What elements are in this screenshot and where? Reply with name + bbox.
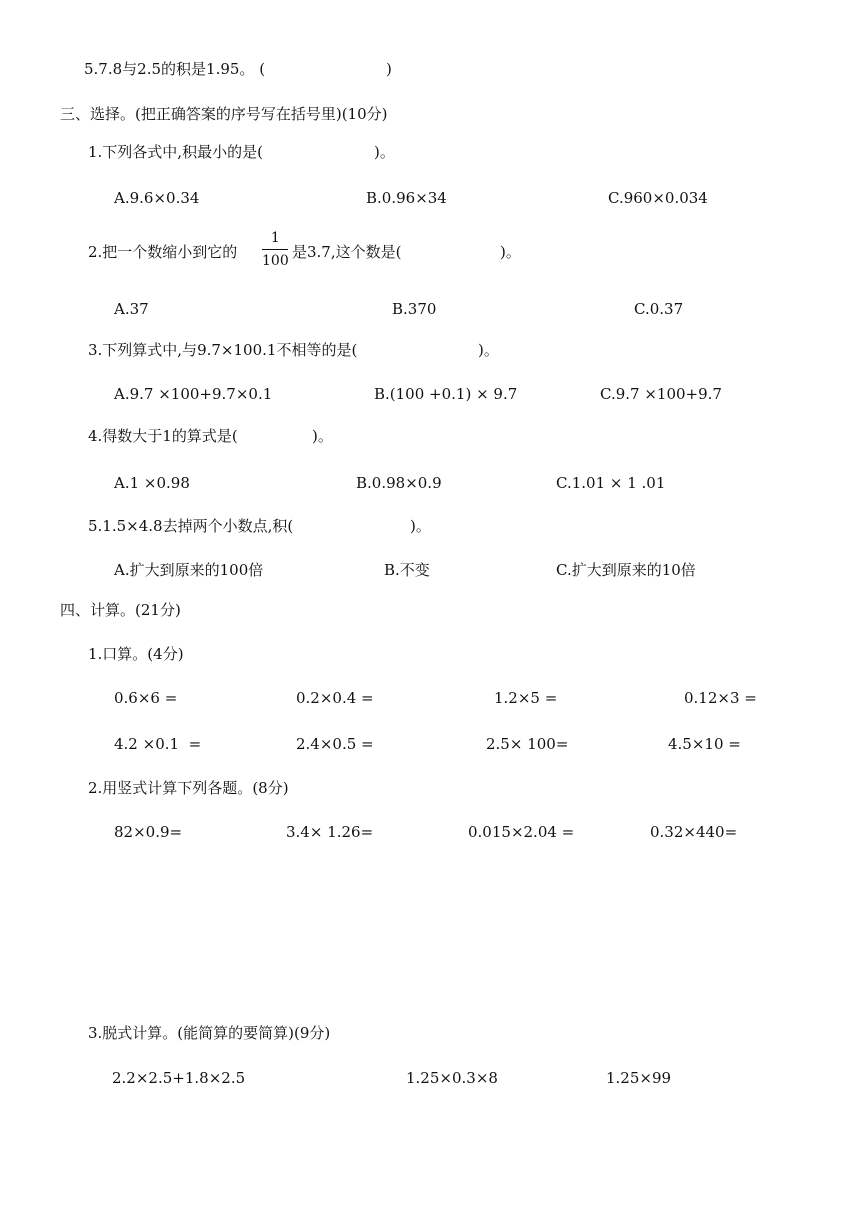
section-choice-heading: 三、选择。(把正确答案的序号写在括号里)(10分) [60, 105, 388, 123]
choice-q1-option-c: C.960×0.034 [608, 189, 708, 207]
choice-q3-stem: 3.下列算式中,与9.7×100.1不相等的是( [88, 341, 358, 359]
stepwise-calc-item: 1.25×99 [606, 1069, 672, 1087]
oral-calc-item: 2.4×0.5 = [296, 735, 374, 753]
oral-calc-item: 0.2×0.4 = [296, 689, 374, 707]
choice-q4-stem: 4.得数大于1的算式是( [88, 427, 238, 445]
oral-calc-title: 1.口算。(4分) [88, 645, 184, 663]
choice-q4-option-a: A.1 ×0.98 [114, 474, 190, 492]
vertical-calc-item: 3.4× 1.26= [286, 823, 374, 841]
choice-q3-option-b: B.(100 +0.1) × 9.7 [374, 385, 518, 403]
choice-q5-option-c: C.扩大到原来的10倍 [556, 561, 696, 579]
oral-calc-item: 0.6×6 = [114, 689, 178, 707]
stepwise-calc-title: 3.脱式计算。(能简算的要简算)(9分) [88, 1024, 331, 1042]
choice-q4-close: )。 [312, 427, 333, 445]
fraction-numerator: 1 [270, 230, 280, 246]
fraction-denominator: 100 [262, 253, 289, 269]
choice-q2-stem: 2.把一个数缩小到它的 [88, 243, 238, 261]
choice-q5-stem: 5.1.5×4.8去掉两个小数点,积( [88, 517, 294, 535]
choice-q1-option-a: A.9.6×0.34 [114, 189, 200, 207]
oral-calc-item: 1.2×5 = [494, 689, 558, 707]
choice-q5-option-b: B.不变 [384, 561, 430, 579]
choice-q1-option-b: B.0.96×34 [366, 189, 447, 207]
choice-q2-option-a: A.37 [114, 300, 149, 318]
choice-q5-close: )。 [410, 517, 431, 535]
vertical-calc-item: 82×0.9= [114, 823, 183, 841]
fraction-bar [262, 249, 288, 250]
choice-q4-option-b: B.0.98×0.9 [356, 474, 442, 492]
oral-calc-item: 2.5× 100= [486, 735, 569, 753]
tf-q5: 5.7.8与2.5的积是1.95。 ( [84, 60, 266, 78]
vertical-calc-item: 0.32×440= [650, 823, 738, 841]
oral-calc-item: 4.2 ×0.1 = [114, 735, 202, 753]
section-calc-heading: 四、计算。(21分) [60, 601, 181, 619]
choice-q4-option-c: C.1.01 × 1 .01 [556, 474, 666, 492]
choice-q1-close: )。 [374, 143, 395, 161]
stepwise-calc-item: 1.25×0.3×8 [406, 1069, 498, 1087]
choice-q2-stem-cont: 是3.7,这个数是( [292, 243, 402, 261]
tf-q5-close: ) [386, 60, 392, 78]
choice-q2-option-b: B.370 [392, 300, 437, 318]
choice-q1-stem: 1.下列各式中,积最小的是( [88, 143, 263, 161]
oral-calc-item: 0.12×3 = [684, 689, 757, 707]
choice-q5-option-a: A.扩大到原来的100倍 [114, 561, 264, 579]
fraction-one-hundredth [262, 229, 289, 270]
choice-q2-option-c: C.0.37 [634, 300, 684, 318]
stepwise-calc-item: 2.2×2.5+1.8×2.5 [112, 1069, 246, 1087]
choice-q3-option-a: A.9.7 ×100+9.7×0.1 [114, 385, 273, 403]
choice-q3-close: )。 [478, 341, 499, 359]
vertical-calc-item: 0.015×2.04 = [468, 823, 575, 841]
choice-q3-option-c: C.9.7 ×100+9.7 [600, 385, 722, 403]
vertical-calc-title: 2.用竖式计算下列各题。(8分) [88, 779, 289, 797]
choice-q2-close: )。 [500, 243, 521, 261]
oral-calc-item: 4.5×10 = [668, 735, 741, 753]
